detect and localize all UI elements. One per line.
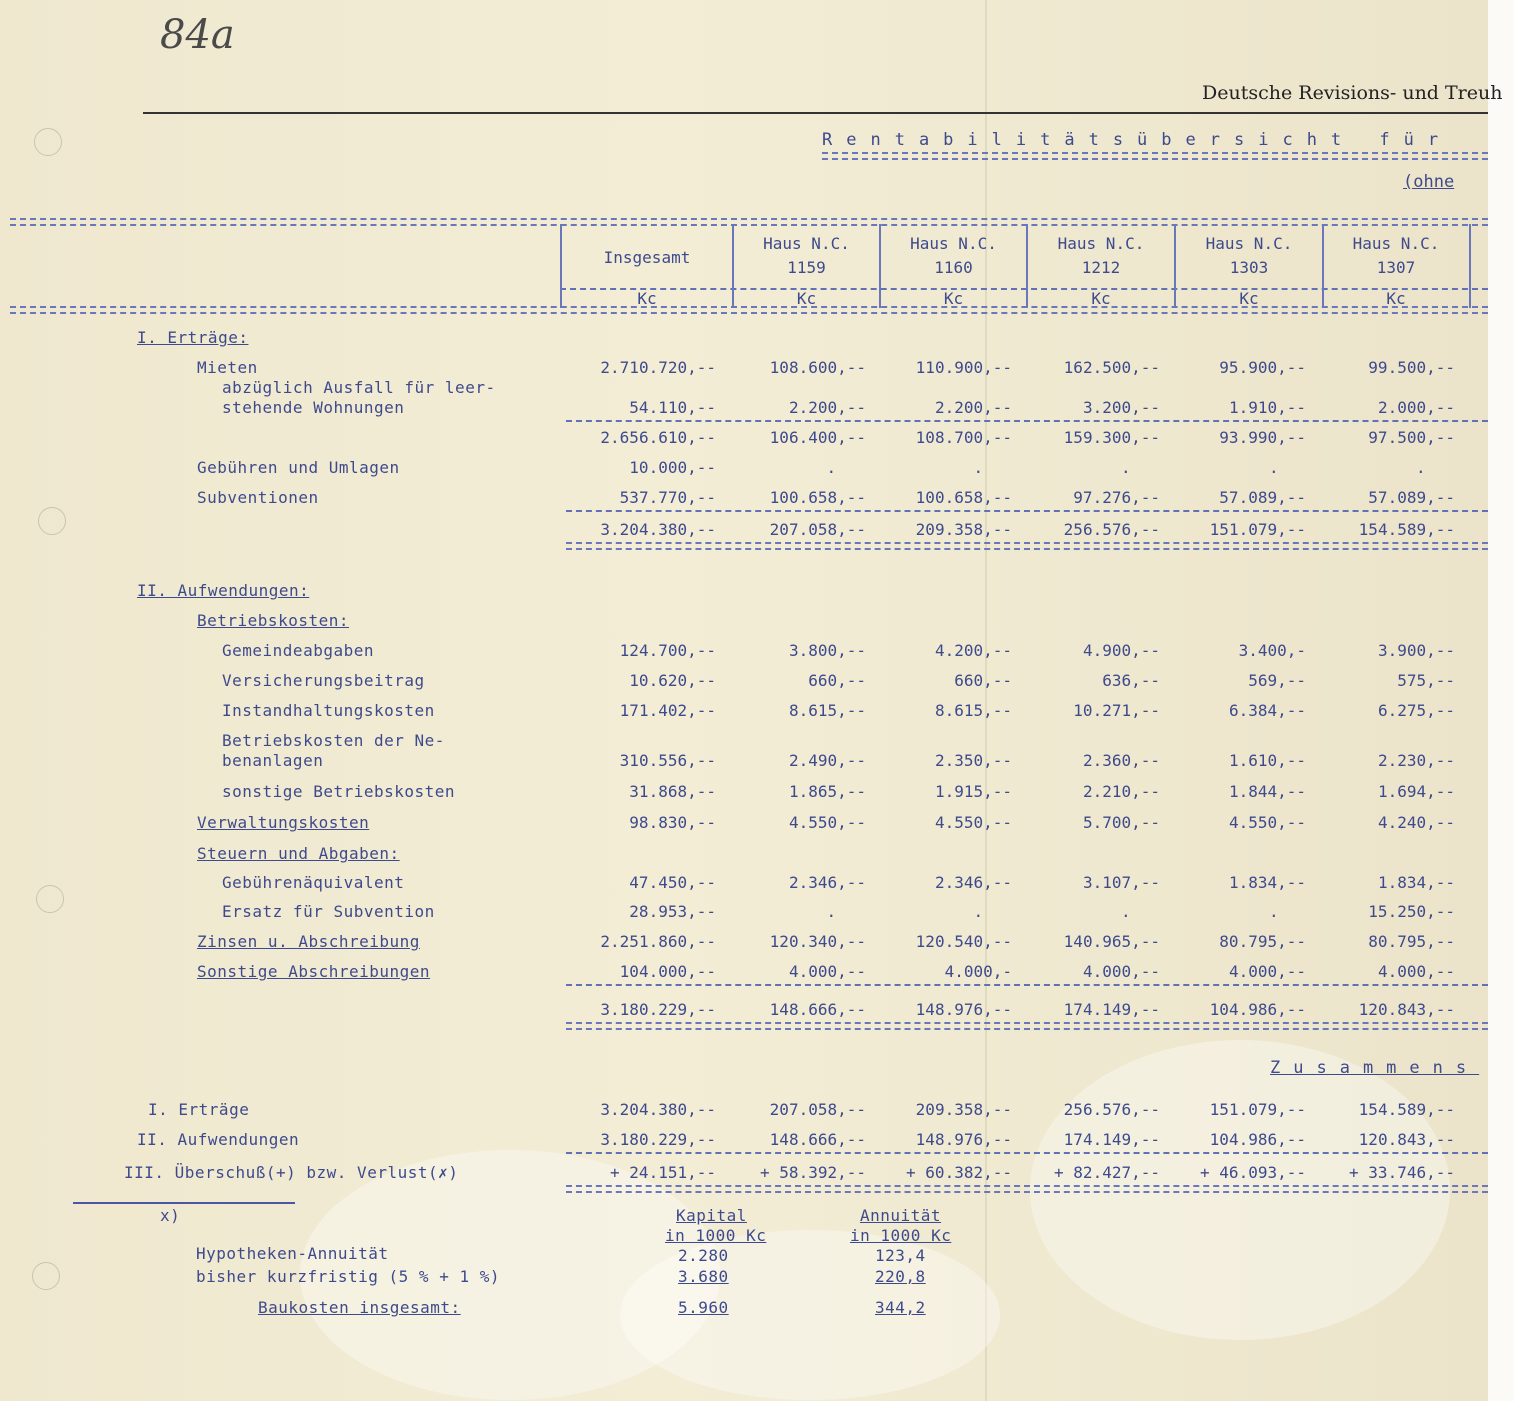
table-cell: 4.000,-- xyxy=(1228,962,1306,981)
row-label: II. Aufwendungen: xyxy=(137,581,310,600)
row-label: stehende Wohnungen xyxy=(222,398,405,417)
table-cell: + 82.427,-- xyxy=(1054,1163,1160,1182)
annuity-header: Annuität xyxy=(860,1206,942,1225)
table-cell: 6.384,-- xyxy=(1228,701,1306,720)
column-unit: Kc xyxy=(943,289,964,308)
table-cell: 3.180.229,-- xyxy=(600,1000,716,1019)
table-cell: 171.402,-- xyxy=(619,701,716,720)
row-label: Gebührenäquivalent xyxy=(222,873,405,892)
letterhead-rule xyxy=(143,112,1488,114)
table-cell: 209.358,-- xyxy=(915,520,1012,539)
table-cell: 97.500,-- xyxy=(1368,428,1455,447)
table-cell: 120.843,-- xyxy=(1358,1130,1455,1149)
table-cell: 28.953,-- xyxy=(629,902,716,921)
table-cell: + 60.382,-- xyxy=(906,1163,1012,1182)
table-cell: 1.834,-- xyxy=(1377,873,1455,892)
footnote-line-label: Hypotheken-Annuität xyxy=(196,1244,389,1263)
table-cell: 3.800,-- xyxy=(788,641,866,660)
table-cell: 151.079,-- xyxy=(1209,1100,1306,1119)
row-label: Gemeindeabgaben xyxy=(222,641,374,660)
table-cell: 31.868,-- xyxy=(629,782,716,801)
footnote-total-label: Baukosten insgesamt: xyxy=(258,1298,461,1317)
table-cell: 2.230,-- xyxy=(1377,751,1455,770)
paper-stain xyxy=(620,1230,1000,1400)
table-cell: 148.666,-- xyxy=(769,1130,866,1149)
row-label: sonstige Betriebskosten xyxy=(222,782,456,801)
table-cell: 10.620,-- xyxy=(629,671,716,690)
table-cell: 2.200,-- xyxy=(788,398,866,417)
column-header-haus-1212: Haus N.C. 1212 xyxy=(1057,234,1145,277)
table-cell: 209.358,-- xyxy=(915,1100,1012,1119)
total-double-rule xyxy=(566,542,1488,550)
table-cell: . xyxy=(1269,458,1279,477)
table-cell: . xyxy=(1121,458,1131,477)
row-label: I. Erträge: xyxy=(137,328,249,347)
table-cell: 636,-- xyxy=(1102,671,1160,690)
table-cell: + 33.746,-- xyxy=(1349,1163,1455,1182)
table-cell: 4.900,-- xyxy=(1082,641,1160,660)
table-cell: 124.700,-- xyxy=(619,641,716,660)
row-label: Versicherungsbeitrag xyxy=(222,671,425,690)
table-cell: . xyxy=(973,458,984,477)
table-cell: 660,-- xyxy=(808,671,866,690)
table-cell: 2.251.860,-- xyxy=(600,932,716,951)
table-cell: 47.450,-- xyxy=(629,873,716,892)
table-cell: 2.346,-- xyxy=(934,873,1012,892)
column-unit: Kc xyxy=(1091,289,1111,308)
table-cell: 4.240,-- xyxy=(1377,813,1455,832)
table-cell: 575,-- xyxy=(1397,671,1455,690)
footnote-marker: x) xyxy=(160,1206,181,1225)
table-cell: 100.658,-- xyxy=(769,488,866,507)
table-cell: 154.589,-- xyxy=(1358,1100,1455,1119)
row-label: III. Überschuß(+) bzw. Verlust(✗) xyxy=(124,1163,459,1182)
subtotal-rule xyxy=(566,984,1488,986)
total-double-rule xyxy=(566,1185,1488,1193)
table-cell: . xyxy=(1416,458,1426,477)
table-cell: 4.550,-- xyxy=(1228,813,1306,832)
table-cell: 8.615,-- xyxy=(934,701,1012,720)
table-cell: 108.600,-- xyxy=(769,358,866,377)
subtotal-rule xyxy=(566,510,1488,512)
annuity-header-unit: in 1000 Kc xyxy=(850,1226,952,1245)
subtotal-rule xyxy=(566,420,1488,422)
column-unit: Kc xyxy=(1386,289,1406,308)
row-label: Instandhaltungskosten xyxy=(222,701,435,720)
table-cell: 6.275,-- xyxy=(1377,701,1455,720)
capital-header: Kapital xyxy=(676,1206,747,1225)
punch-hole xyxy=(32,1262,60,1290)
table-cell: 174.149,-- xyxy=(1063,1000,1160,1019)
table-cell: 3.180.229,-- xyxy=(600,1130,716,1149)
table-cell: 3.400,- xyxy=(1238,641,1306,660)
table-cell: 2.656.610,-- xyxy=(600,428,716,447)
table-cell: 207.058,-- xyxy=(769,520,866,539)
table-cell: 2.000,-- xyxy=(1377,398,1455,417)
table-cell: 4.000,-- xyxy=(1377,962,1455,981)
column-header-haus-1307: Haus N.C. 1307 xyxy=(1352,234,1440,277)
table-cell: 537.770,-- xyxy=(619,488,716,507)
row-label: Zinsen u. Abschreibung xyxy=(197,932,420,951)
table-cell: 2.200,-- xyxy=(934,398,1012,417)
table-cell: 5.700,-- xyxy=(1082,813,1160,832)
table-cell: 93.990,-- xyxy=(1219,428,1306,447)
column-divider xyxy=(1469,224,1471,308)
row-label: Betriebskosten: xyxy=(197,611,349,630)
column-header-insgesamt: Insgesamt xyxy=(603,248,691,267)
table-cell: 2.360,-- xyxy=(1082,751,1160,770)
table-cell: 98.830,-- xyxy=(629,813,716,832)
table-cell: 1.910,-- xyxy=(1228,398,1306,417)
table-cell: + 58.392,-- xyxy=(760,1163,866,1182)
table-cell: 2.210,-- xyxy=(1082,782,1160,801)
table-cell: 207.058,-- xyxy=(769,1100,866,1119)
letterhead: Deutsche Revisions- und Treuh xyxy=(1202,82,1503,104)
table-cell: 4.200,-- xyxy=(934,641,1012,660)
row-label: Sonstige Abschreibungen xyxy=(197,962,431,981)
table-cell: 80.795,-- xyxy=(1368,932,1455,951)
table-cell: 154.589,-- xyxy=(1358,520,1455,539)
footnote-line-capital: 3.680 xyxy=(678,1267,729,1286)
table-top-rule xyxy=(10,218,1488,226)
table-cell: 57.089,-- xyxy=(1219,488,1306,507)
column-unit: Kc xyxy=(637,289,657,308)
footnote-line-annuity: 123,4 xyxy=(875,1246,926,1265)
row-label: benanlagen xyxy=(222,751,324,770)
table-cell: 8.615,-- xyxy=(788,701,866,720)
table-cell: 10.000,-- xyxy=(629,458,716,477)
table-cell: 1.915,-- xyxy=(934,782,1012,801)
table-cell: 3.204.380,-- xyxy=(600,1100,716,1119)
row-label: Mieten xyxy=(197,358,258,377)
table-cell: 108.700,-- xyxy=(915,428,1012,447)
table-cell: 4.550,-- xyxy=(788,813,866,832)
footnote-total-capital: 5.960 xyxy=(678,1298,729,1317)
footnote-total-annuity: 344,2 xyxy=(875,1298,926,1317)
table-cell: 120.340,-- xyxy=(769,932,866,951)
table-cell: 10.271,-- xyxy=(1073,701,1160,720)
table-cell: 2.710.720,-- xyxy=(600,358,716,377)
table-cell: 256.576,-- xyxy=(1063,520,1160,539)
table-cell: 151.079,-- xyxy=(1209,520,1306,539)
table-cell: 106.400,-- xyxy=(769,428,866,447)
table-cell: 110.900,-- xyxy=(915,358,1012,377)
table-cell: + 24.151,-- xyxy=(610,1163,716,1182)
punch-hole xyxy=(36,885,64,913)
table-cell: 4.550,-- xyxy=(934,813,1012,832)
table-cell: 256.576,-- xyxy=(1063,1100,1160,1119)
table-cell: 2.490,-- xyxy=(788,751,866,770)
table-cell: 3.200,-- xyxy=(1082,398,1160,417)
subtotal-rule xyxy=(566,1152,1488,1154)
column-unit: Kc xyxy=(1239,289,1259,308)
table-cell: 310.556,-- xyxy=(619,751,716,770)
table-cell: . xyxy=(1269,902,1279,921)
table-cell: 99.500,-- xyxy=(1368,358,1455,377)
table-cell: 148.976,-- xyxy=(915,1000,1012,1019)
table-cell: 80.795,-- xyxy=(1219,932,1306,951)
table-cell: 3.107,-- xyxy=(1082,873,1160,892)
table-cell: 1.610,-- xyxy=(1228,751,1306,770)
column-header-haus-1160: Haus N.C. 1160 xyxy=(910,234,997,277)
table-cell: 1.834,-- xyxy=(1228,873,1306,892)
table-cell: 660,-- xyxy=(954,671,1012,690)
row-label: Ersatz für Subvention xyxy=(222,902,435,921)
row-label: II. Aufwendungen xyxy=(137,1130,300,1149)
table-cell: 148.976,-- xyxy=(915,1130,1012,1149)
summary-heading: Zusammens xyxy=(1270,1058,1480,1078)
capital-header-unit: in 1000 Kc xyxy=(665,1226,767,1245)
table-cell: 4.000,-- xyxy=(1082,962,1160,981)
column-unit: Kc xyxy=(796,289,817,308)
table-cell: 159.300,-- xyxy=(1063,428,1160,447)
table-cell: 3.900,-- xyxy=(1377,641,1455,660)
table-cell: 120.540,-- xyxy=(915,932,1012,951)
table-cell: 569,-- xyxy=(1248,671,1306,690)
column-header-haus-1303: Haus N.C. 1303 xyxy=(1205,234,1293,277)
table-cell: 15.250,-- xyxy=(1368,902,1455,921)
row-label: Verwaltungskosten xyxy=(197,813,370,832)
table-cell: 2.346,-- xyxy=(788,873,866,892)
table-cell: 54.110,-- xyxy=(629,398,716,417)
table-cell: 95.900,-- xyxy=(1219,358,1306,377)
table-cell: . xyxy=(1121,902,1131,921)
table-cell: 4.000,- xyxy=(944,962,1012,981)
row-label: Gebühren und Umlagen xyxy=(197,458,400,477)
table-cell: 1.694,-- xyxy=(1377,782,1455,801)
table-cell: 104.000,-- xyxy=(619,962,716,981)
table-cell: 57.089,-- xyxy=(1368,488,1455,507)
table-cell: 97.276,-- xyxy=(1073,488,1160,507)
table-cell: 104.986,-- xyxy=(1209,1000,1306,1019)
table-cell: 174.149,-- xyxy=(1063,1130,1160,1149)
table-cell: 2.350,-- xyxy=(934,751,1012,770)
footnote-line-capital: 2.280 xyxy=(678,1246,729,1265)
table-cell: . xyxy=(973,902,984,921)
row-label: Steuern und Abgaben: xyxy=(197,844,400,863)
document-title: Rentabilitätsübersicht für xyxy=(822,130,1453,150)
scan-margin xyxy=(1488,0,1514,1401)
table-cell: 100.658,-- xyxy=(915,488,1012,507)
table-cell: 140.965,-- xyxy=(1063,932,1160,951)
row-label: Betriebskosten der Ne- xyxy=(222,731,445,750)
footnote-rule xyxy=(73,1202,295,1204)
handwritten-page-number: 84a xyxy=(160,12,235,58)
table-cell: . xyxy=(826,458,837,477)
row-label: I. Erträge xyxy=(148,1100,250,1119)
row-label: abzüglich Ausfall für leer- xyxy=(222,378,496,397)
table-cell: + 46.093,-- xyxy=(1200,1163,1306,1182)
punch-hole xyxy=(34,128,62,156)
table-cell: 3.204.380,-- xyxy=(600,520,716,539)
table-cell: 1.865,-- xyxy=(788,782,866,801)
table-cell: 4.000,-- xyxy=(788,962,866,981)
total-double-rule xyxy=(566,1022,1488,1030)
table-cell: 162.500,-- xyxy=(1063,358,1160,377)
title-underline xyxy=(822,152,1488,160)
table-cell: 148.666,-- xyxy=(769,1000,866,1019)
column-header-haus-1159: Haus N.C. 1159 xyxy=(763,234,850,277)
table-cell: 1.844,-- xyxy=(1228,782,1306,801)
table-cell: 104.986,-- xyxy=(1209,1130,1306,1149)
footnote-line-label: bisher kurzfristig (5 % + 1 %) xyxy=(196,1267,500,1286)
punch-hole xyxy=(38,507,66,535)
table-cell: 120.843,-- xyxy=(1358,1000,1455,1019)
row-label: Subventionen xyxy=(197,488,319,507)
document-subtitle: (ohne xyxy=(1403,172,1455,192)
table-cell: . xyxy=(826,902,837,921)
footnote-line-annuity: 220,8 xyxy=(875,1267,926,1286)
